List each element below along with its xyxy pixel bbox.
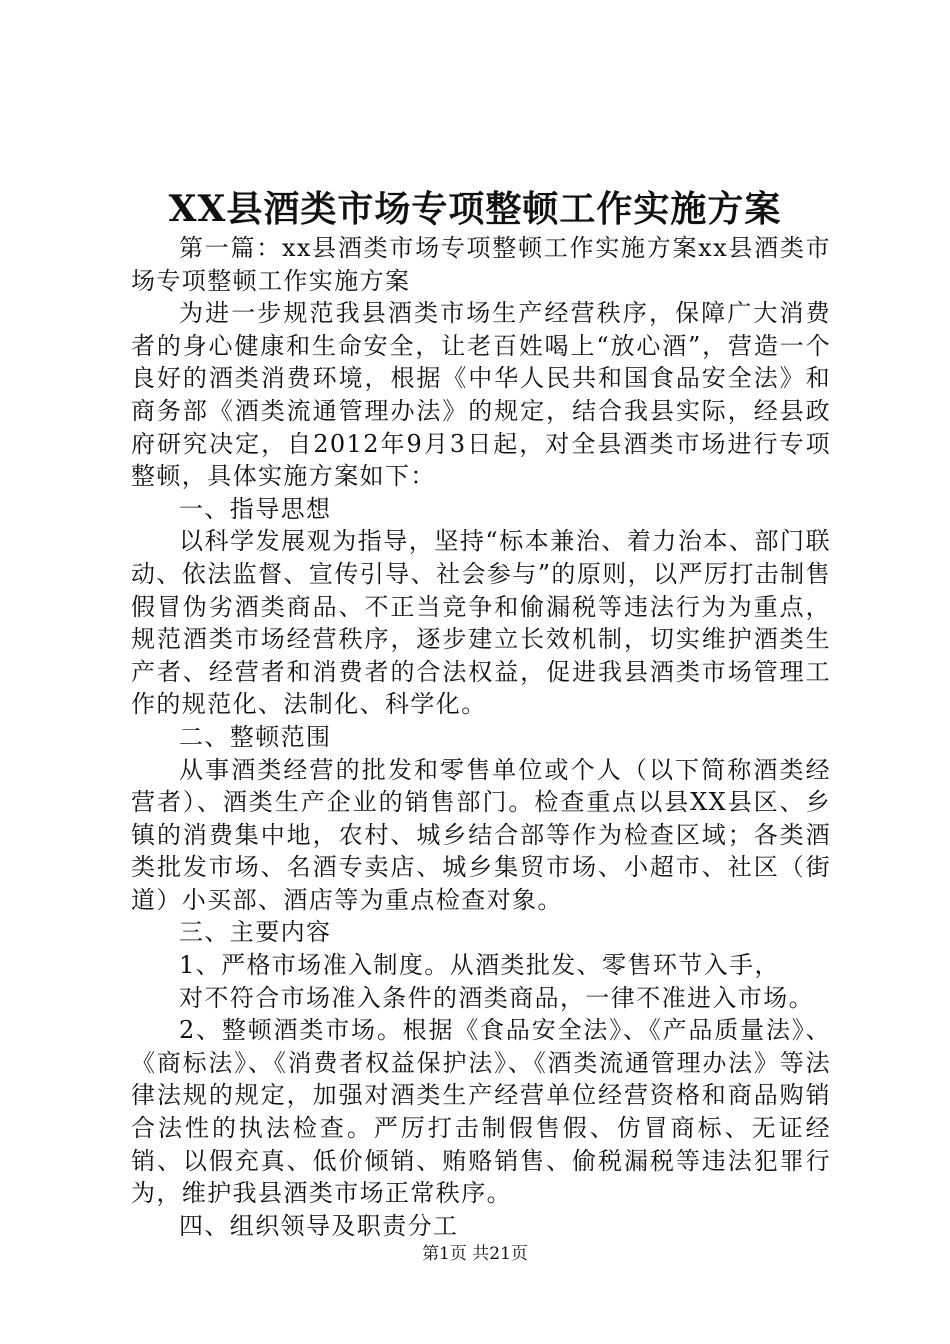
section-heading-main-content: 三、主要内容 — [179, 918, 332, 947]
paragraph-item-1-continued: 对不符合市场准入条件的酒类商品，一律不准进入市场。 — [179, 983, 814, 1012]
paragraph-item-2: 2、整顿酒类市场。根据《食品安全法》、《产品质量法》、《商标法》、《消费者权益保护法》、《酒类流通管理办法》等法律法规的规定，加强对酒类生产经营单位经营资格和商品购销合法性的执法检查。严厉打击制假售假、仿冒商标、无证经销、以假充真、低价倾销、贿赂销售、偷税漏税等违法犯罪行为，维护我县酒类市场正常秩序。 — [131, 1016, 831, 1208]
document-title: XX县酒类市场专项整顿工作实施方案 — [168, 188, 782, 230]
section-heading-guiding-ideology: 一、指导思想 — [179, 494, 332, 523]
paragraph-preamble: 为进一步规范我县酒类市场生产经营秩序，保障广大消费者的身心健康和生命安全，让老百姓喝上“放心酒”，营造一个良好的酒类消费环境，根据《中华人民共和国食品安全法》和商务部《酒类流通管理办法》的规定，结合我县实际，经县政府研究决定，自2012年9月3日起，对全县酒类市场进行专项整顿，具体实施方案如下： — [131, 299, 831, 491]
paragraph-scope: 从事酒类经营的批发和零售单位或个人（以下简称酒类经营者）、酒类生产企业的销售部门。检查重点以县XX县区、乡镇的消费集中地，农村、城乡结合部等作为检查区域；各类酒类批发市场、名酒专卖店、城乡集贸市场、小超市、社区（街道）小买部、酒店等为重点检查对象。 — [131, 755, 831, 914]
paragraph-item-1: 1、严格市场准入制度。从酒类批发、零售环节入手， — [179, 951, 780, 980]
paragraph-guiding-ideology: 以科学发展观为指导，坚持“标本兼治、着力治本、部门联动、依法监督、宣传引导、社会参与”的原则，以严厉打击制售假冒伪劣酒类商品、不正当竞争和偷漏税等违法行为为重点，规范酒类市场经营秩序，逐步建立长效机制，切实维护酒类生产者、经营者和消费者的合法权益，促进我县酒类市场管理工作的规范化、法制化、科学化。 — [131, 527, 831, 719]
paragraph-intro: 第一篇：xx县酒类市场专项整顿工作实施方案xx县酒类市场专项整顿工作实施方案 — [131, 234, 831, 295]
document-body — [131, 232, 831, 1242]
section-heading-scope: 二、整顿范围 — [179, 722, 332, 751]
section-heading-organization: 四、组织领导及职责分工 — [179, 1211, 459, 1240]
page-number-footer: 第1页 共21页 — [422, 1244, 528, 1264]
